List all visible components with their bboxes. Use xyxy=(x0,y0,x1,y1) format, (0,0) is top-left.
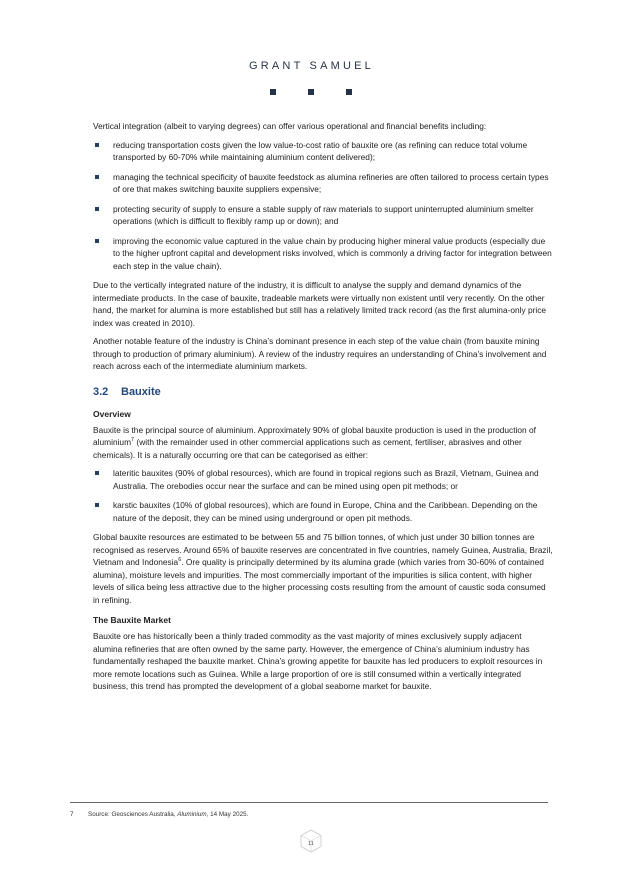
section-number: 3.2 xyxy=(93,385,109,398)
market-paragraph: Bauxite ore has historically been a thinly traded commodity as the vast majority of mines exclusively supply adjacent alumina refineries that are often owned by the same party. However, the emergence of China’s aluminium industry has fundamentally reshaped the bauxite market. China’s growing appetite for bauxite has led producers to exploit resources in more remote locations such as Guinea. While a large proportion of ore is still consumed within a vertically integrated business, this trend has prompted the development of a global seaborne market for bauxite. xyxy=(93,631,543,691)
overview-heading: Overview xyxy=(93,408,131,419)
bauxite-types-list xyxy=(93,467,553,524)
overview-text: Bauxite is the principal source of aluminium. Approximately 90% of global bauxite production is used in the production of aluminium xyxy=(93,424,536,447)
footnote-number: 7 xyxy=(70,811,74,818)
footnote-divider xyxy=(70,802,548,803)
square-mark xyxy=(346,89,352,95)
page-body xyxy=(93,120,553,699)
footnote-ref: 6 xyxy=(178,557,182,564)
list-item-text: reducing transportation costs given the low value-to-cost ratio of bauxite ore (as refining can reduce total volume transported by 60-70% while maintaining aluminium content delivered); xyxy=(113,139,528,162)
bullet-icon xyxy=(95,239,99,243)
intro-paragraph: Vertical integration (albeit to varying degrees) can offer various operational and financial benefits including: xyxy=(93,121,487,131)
footnote-date: , 14 May 2025. xyxy=(206,811,249,818)
list-item-text: karstic bauxites (10% of global resources), which are found in Europe, China and the Caribbean. Depending on the nature of the deposit, they can be mined using underground or open pit methods. xyxy=(113,500,538,523)
paragraph-supply-demand: Due to the vertically integrated nature of the industry, it is difficult to analyse the supply and demand dynamics of the intermediate products. In the case of bauxite, tradeable markets were virtually non existent until very recently. On the other hand, the market for alumina is more established but still has a relatively limited track record (as the first alumina-only price index was created in 2010). xyxy=(93,280,547,328)
footnote-ref: 7 xyxy=(131,437,135,444)
list-item xyxy=(93,467,553,492)
brand-logo: GRANT SAMUEL xyxy=(249,60,374,72)
benefits-list xyxy=(93,139,553,273)
market-heading: The Bauxite Market xyxy=(93,615,171,625)
overview-paragraph xyxy=(93,424,553,462)
overview-text-cont: (with the remainder used in other commercial applications such as cement, fertiliser, abrasives and other chemicals). It is a naturally occurring ore that can be categorised as either: xyxy=(93,437,522,460)
list-item-text: lateritic bauxites (90% of global resources), which are found in tropical regions such as Brazil, Vietnam, Guinea and Australia. The orebodies occur near the surface and can be mined using open pit methods; or xyxy=(113,468,539,491)
list-item-text: managing the technical specificity of bauxite feedstock as alumina refineries are often tailored to process certain types of ore that makes switching bauxite suppliers expensive; xyxy=(113,171,549,194)
list-item xyxy=(93,139,553,164)
resources-text: Global bauxite resources are estimated to be between 55 and 75 billion tonnes, of which just under 30 billion tonnes are recognised as reserves. Around 65% of bauxite reserves are concentrated in five countries, namely Guinea, Australia, Brazil, Vietnam and Indonesia xyxy=(93,532,553,567)
brand-squares xyxy=(270,89,352,95)
resources-paragraph xyxy=(93,531,553,606)
page-number: 11 xyxy=(308,841,314,847)
section-heading xyxy=(93,385,553,399)
paragraph-china: Another notable feature of the industry is China’s dominant presence in each step of the value chain (from bauxite mining through to production of primary aluminium). A review of the industry requires an understanding of China’s involvement and reach across each of the intermediate aluminium markets. xyxy=(93,336,547,371)
list-item xyxy=(93,235,553,273)
bullet-icon xyxy=(95,143,99,147)
section-title: Bauxite xyxy=(121,385,161,398)
bullet-icon xyxy=(95,471,99,475)
list-item xyxy=(93,499,553,524)
header xyxy=(0,60,623,72)
footnote xyxy=(70,811,248,818)
square-mark xyxy=(308,89,314,95)
list-item-text: protecting security of supply to ensure a stable supply of raw materials to support uninterrupted aluminium smelter operations (which is difficult to flexibly ramp up or down); and xyxy=(113,203,534,226)
bullet-icon xyxy=(95,503,99,507)
list-item-text: improving the economic value captured in the value chain by producing higher mineral value products (especially due to the higher upfront capital and development risks involved, which is commonly a driving factor for integration between each step in the value chain). xyxy=(113,235,552,271)
bullet-icon xyxy=(95,175,99,179)
list-item xyxy=(93,203,553,228)
list-item xyxy=(93,171,553,196)
square-mark xyxy=(270,89,276,95)
bullet-icon xyxy=(95,207,99,211)
footnote-title: Aluminium xyxy=(177,811,207,818)
footnote-text: Source: Geosciences Australia, xyxy=(88,811,178,818)
resources-text-cont: . Ore quality is principally determined by its alumina grade (which varies from 30-60% of contained alumina), moisture levels and impurities. The most commercially important of the impurities is silica content, with higher levels of silica being less attractive due to the higher processing costs resulting from the amount of caustic soda consumed in refining. xyxy=(93,557,546,605)
